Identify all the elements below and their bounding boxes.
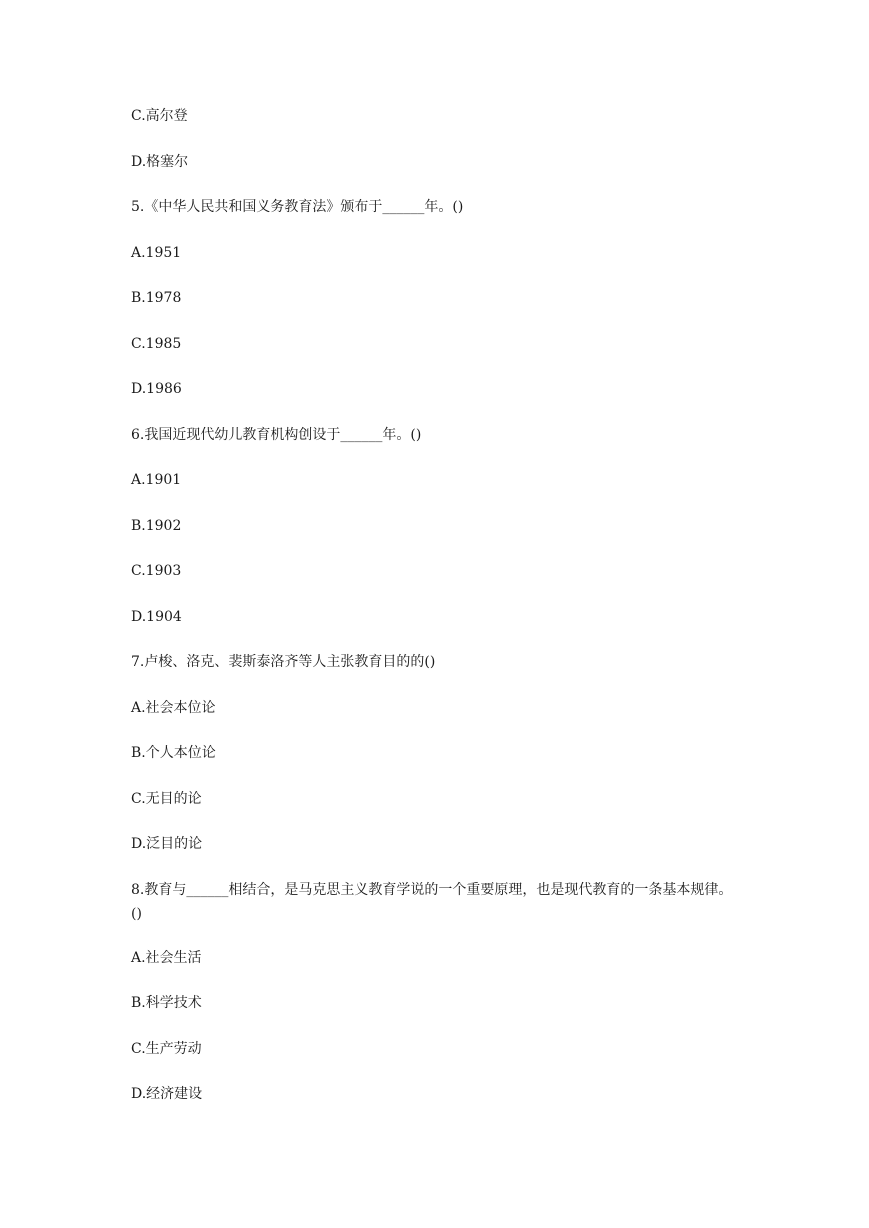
option-a-q6: A.1901	[131, 472, 182, 488]
option-b-q7: B.个人本位论	[131, 745, 216, 761]
question-6: 6.我国近现代幼儿教育机构创设于______年。()	[131, 427, 422, 443]
option-d-q4: D.格塞尔	[131, 154, 189, 170]
option-a-q7: A.社会本位论	[131, 700, 216, 716]
option-b-q5: B.1978	[131, 290, 182, 306]
question-7: 7.卢梭、洛克、裴斯泰洛齐等人主张教育目的的()	[131, 654, 436, 670]
option-a-q5: A.1951	[131, 245, 182, 261]
option-d-q6: D.1904	[131, 609, 182, 625]
option-c-q7: C.无目的论	[131, 791, 202, 807]
option-b-q6: B.1902	[131, 518, 182, 534]
option-c-q5: C.1985	[131, 336, 182, 352]
question-8: 8.教育与______相结合，是马克思主义教育学说的一个重要原理，也是现代教育的一条基本规律。()	[131, 882, 733, 922]
option-b-q8: B.科学技术	[131, 995, 202, 1011]
option-c-q4: C.高尔登	[131, 108, 188, 124]
option-d-q5: D.1986	[131, 381, 182, 397]
option-d-q7: D.泛目的论	[131, 836, 203, 852]
option-a-q8: A.社会生活	[131, 950, 202, 966]
question-5: 5.《中华人民共和国义务教育法》颁布于______年。()	[131, 199, 464, 215]
option-c-q6: C.1903	[131, 563, 182, 579]
option-c-q8: C.生产劳动	[131, 1041, 202, 1057]
option-d-q8: D.经济建设	[131, 1086, 203, 1102]
